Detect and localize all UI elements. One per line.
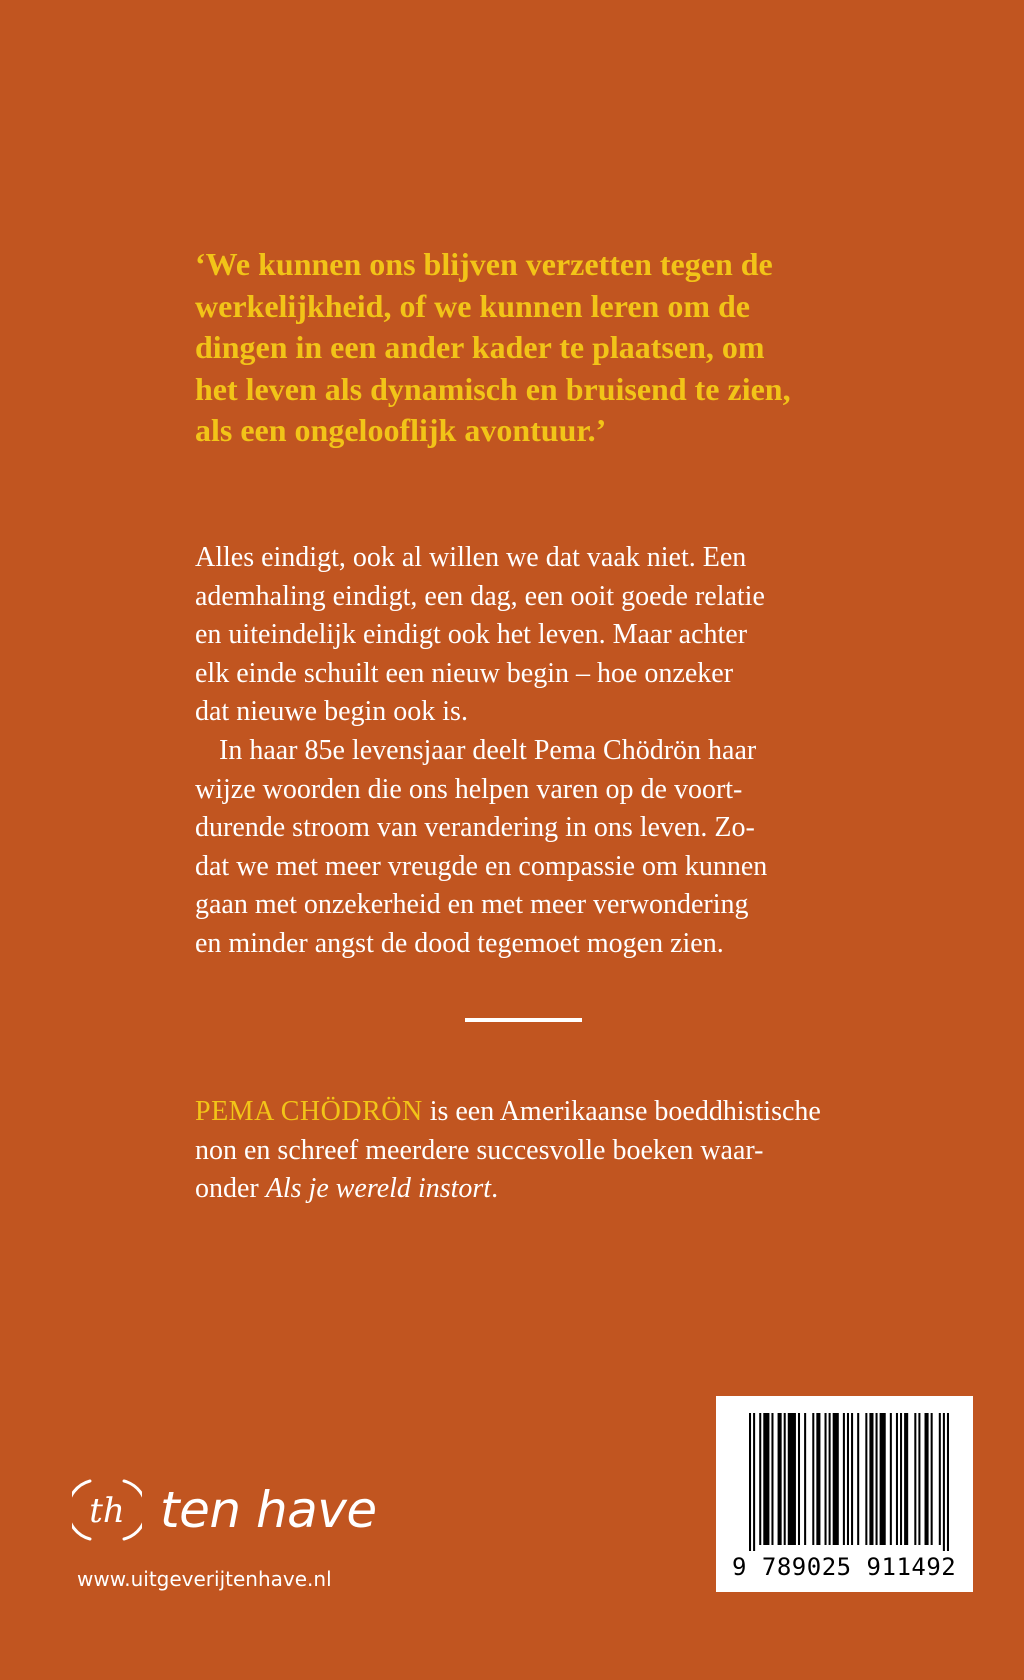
publisher-logo-mark [72, 1475, 142, 1545]
barcode [716, 1396, 973, 1592]
barcode-bar [788, 1413, 796, 1545]
blurb-line: wijze woorden die ons helpen varen op de voort- [195, 773, 743, 805]
barcode-bar [829, 1413, 831, 1545]
barcode-bars [749, 1413, 949, 1551]
divider [465, 1018, 582, 1022]
blurb-line: dat we met meer vreugde en compassie om kunnen [195, 850, 768, 882]
barcode-bar [843, 1413, 845, 1545]
blurb-line: ademhaling eindigt, een dag, een ooit goede relatie [195, 580, 765, 612]
barcode-bar [869, 1413, 873, 1545]
blurb-line: gaan met onzekerheid en met meer verwondering [195, 889, 749, 921]
barcode-bar [865, 1413, 867, 1545]
bio-text: . [491, 1173, 499, 1205]
barcode-bar [771, 1413, 773, 1545]
quote-line: het leven als dynamisch en bruisend te zien, [195, 370, 791, 407]
barcode-bar [753, 1413, 755, 1551]
quote-line: werkelijkheid, of we kunnen leren om de [195, 287, 750, 324]
barcode-bar [925, 1413, 929, 1545]
barcode-bar [778, 1413, 782, 1545]
barcode-bar [798, 1413, 800, 1545]
barcode-bar [947, 1413, 949, 1551]
quote-line: als een ongelooflijk avontuur.’ [195, 412, 607, 448]
barcode-bar [847, 1413, 849, 1545]
barcode-bar [900, 1413, 902, 1545]
publisher-logo [72, 1475, 377, 1545]
barcode-bar [880, 1413, 886, 1545]
logo-mark-text: th [89, 1491, 125, 1531]
barcode-bar [825, 1413, 827, 1545]
barcode-bar [914, 1413, 916, 1545]
barcode-bar [759, 1413, 761, 1545]
blurb-line: en uiteindelijk eindigt ook het leven. Maar achter [195, 619, 748, 651]
bio-text: is een Amerikaanse boeddhistische [422, 1096, 821, 1127]
barcode-bar [812, 1413, 814, 1545]
bio-line [195, 1170, 915, 1209]
barcode-bar [943, 1413, 945, 1551]
bio-line [195, 1093, 915, 1132]
book-title: Als je wereld instort [265, 1173, 492, 1205]
blurb-line: dat nieuwe begin ook is. [195, 696, 468, 728]
author-name: PEMA CHÖDRÖN [195, 1096, 423, 1127]
bio-line: non en schreef meerdere succesvolle boeken waar- [195, 1134, 764, 1166]
barcode-bar [804, 1413, 806, 1545]
barcode-bar [890, 1413, 892, 1545]
barcode-bar [896, 1413, 898, 1545]
barcode-bar [904, 1413, 908, 1545]
blurb-line: elk einde schuilt een nieuw begin – hoe onzeker [195, 657, 734, 689]
publisher-name: ten have [160, 1481, 377, 1539]
barcode-bar [931, 1413, 933, 1545]
barcode-bar [851, 1413, 853, 1545]
barcode-bar [918, 1413, 920, 1545]
blurb-line: In haar 85e levensjaar deelt Pema Chödrön haar [219, 734, 757, 766]
quote-line: ‘We kunnen ons blijven verzetten tegen de [195, 246, 773, 282]
barcode-bar [749, 1413, 751, 1551]
barcode-number: 9 789025 911492 [732, 1553, 957, 1581]
quote-line: dingen in een ander kader te plaatsen, om [195, 329, 765, 365]
author-bio [195, 1093, 915, 1209]
barcode-bar [833, 1413, 839, 1545]
blurb-line: durende stroom van verandering in ons leven. Zo- [195, 812, 755, 844]
barcode-bar [763, 1413, 769, 1545]
blurb-text [195, 539, 915, 964]
pull-quote [195, 244, 895, 452]
barcode-bar [876, 1413, 878, 1545]
barcode-bar [939, 1413, 941, 1545]
publisher-website: www.uitgeverijtenhave.nl [77, 1567, 332, 1591]
barcode-bar [784, 1413, 786, 1545]
barcode-bar [857, 1413, 859, 1545]
bio-text: onder [195, 1173, 266, 1205]
blurb-line: en minder angst de dood tegemoet mogen zien. [195, 927, 724, 959]
barcode-bar [816, 1413, 820, 1545]
blurb-line: Alles eindigt, ook al willen we dat vaak niet. Een [195, 542, 747, 573]
